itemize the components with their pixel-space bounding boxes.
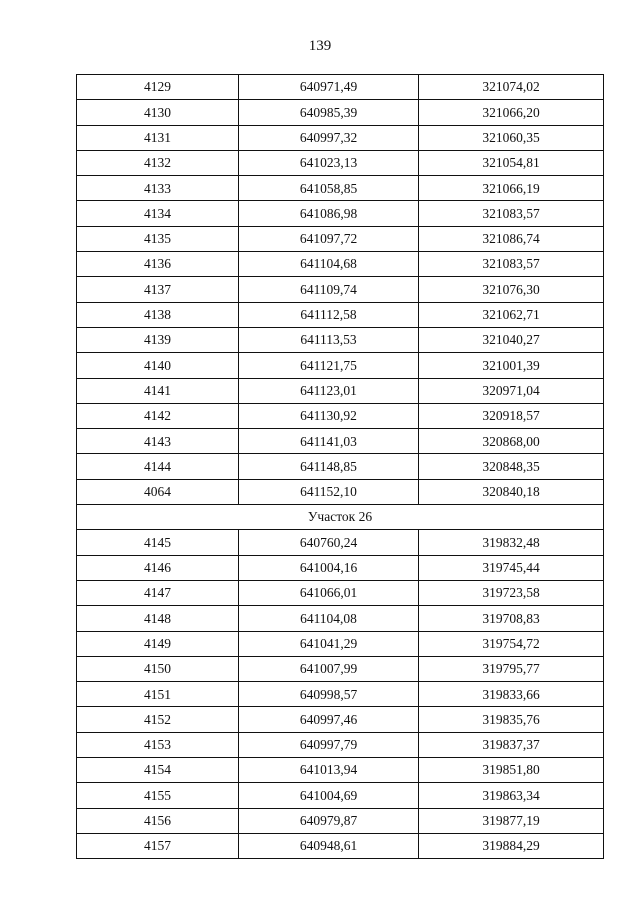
y-coordinate-cell: 321001,39 [419, 353, 604, 378]
table-row [77, 783, 604, 808]
x-coordinate-cell: 640971,49 [239, 75, 419, 100]
table-row [77, 454, 604, 479]
table-section-header [77, 505, 604, 530]
point-number-cell: 4148 [77, 606, 239, 631]
point-number-cell: 4154 [77, 758, 239, 783]
x-coordinate-cell: 641086,98 [239, 201, 419, 226]
table-row [77, 403, 604, 428]
x-coordinate-cell: 641013,94 [239, 758, 419, 783]
x-coordinate-cell: 641152,10 [239, 479, 419, 504]
table-row [77, 100, 604, 125]
x-coordinate-cell: 640997,46 [239, 707, 419, 732]
y-coordinate-cell: 319835,76 [419, 707, 604, 732]
table-row [77, 479, 604, 504]
point-number-cell: 4064 [77, 479, 239, 504]
table-row [77, 833, 604, 858]
table-row [77, 732, 604, 757]
x-coordinate-cell: 641007,99 [239, 656, 419, 681]
y-coordinate-cell: 319723,58 [419, 580, 604, 605]
point-number-cell: 4155 [77, 783, 239, 808]
y-coordinate-cell: 321083,57 [419, 201, 604, 226]
x-coordinate-cell: 641023,13 [239, 150, 419, 175]
x-coordinate-cell: 640948,61 [239, 833, 419, 858]
x-coordinate-cell: 641097,72 [239, 226, 419, 251]
table-row [77, 176, 604, 201]
y-coordinate-cell: 319832,48 [419, 530, 604, 555]
table-row [77, 707, 604, 732]
point-number-cell: 4132 [77, 150, 239, 175]
point-number-cell: 4136 [77, 252, 239, 277]
table-body-part2 [77, 530, 604, 859]
point-number-cell: 4129 [77, 75, 239, 100]
y-coordinate-cell: 319851,80 [419, 758, 604, 783]
table-row [77, 150, 604, 175]
point-number-cell: 4157 [77, 833, 239, 858]
point-number-cell: 4138 [77, 302, 239, 327]
y-coordinate-cell: 320848,35 [419, 454, 604, 479]
y-coordinate-cell: 321076,30 [419, 277, 604, 302]
table-row [77, 252, 604, 277]
x-coordinate-cell: 640997,32 [239, 125, 419, 150]
point-number-cell: 4151 [77, 682, 239, 707]
y-coordinate-cell: 321040,27 [419, 327, 604, 352]
table-row [77, 277, 604, 302]
section-title: Участок 26 [77, 505, 604, 530]
x-coordinate-cell: 640979,87 [239, 808, 419, 833]
y-coordinate-cell: 319754,72 [419, 631, 604, 656]
table-row [77, 302, 604, 327]
table-row [77, 682, 604, 707]
x-coordinate-cell: 641141,03 [239, 429, 419, 454]
table-row [77, 378, 604, 403]
y-coordinate-cell: 321062,71 [419, 302, 604, 327]
x-coordinate-cell: 641066,01 [239, 580, 419, 605]
y-coordinate-cell: 320840,18 [419, 479, 604, 504]
x-coordinate-cell: 641058,85 [239, 176, 419, 201]
table-row [77, 201, 604, 226]
point-number-cell: 4134 [77, 201, 239, 226]
point-number-cell: 4131 [77, 125, 239, 150]
point-number-cell: 4141 [77, 378, 239, 403]
table-row [77, 808, 604, 833]
point-number-cell: 4153 [77, 732, 239, 757]
y-coordinate-cell: 320868,00 [419, 429, 604, 454]
y-coordinate-cell: 321066,20 [419, 100, 604, 125]
y-coordinate-cell: 321060,35 [419, 125, 604, 150]
table-row [77, 530, 604, 555]
page-number: 139 [308, 38, 332, 54]
table-body-part1 [77, 75, 604, 505]
y-coordinate-cell: 321066,19 [419, 176, 604, 201]
table-row [77, 555, 604, 580]
x-coordinate-cell: 641121,75 [239, 353, 419, 378]
table-row [77, 226, 604, 251]
section-row [77, 505, 604, 530]
point-number-cell: 4142 [77, 403, 239, 428]
point-number-cell: 4145 [77, 530, 239, 555]
point-number-cell: 4140 [77, 353, 239, 378]
x-coordinate-cell: 640985,39 [239, 100, 419, 125]
point-number-cell: 4137 [77, 277, 239, 302]
x-coordinate-cell: 641130,92 [239, 403, 419, 428]
y-coordinate-cell: 320971,04 [419, 378, 604, 403]
table-row [77, 125, 604, 150]
x-coordinate-cell: 641148,85 [239, 454, 419, 479]
point-number-cell: 4152 [77, 707, 239, 732]
point-number-cell: 4149 [77, 631, 239, 656]
point-number-cell: 4156 [77, 808, 239, 833]
x-coordinate-cell: 641113,53 [239, 327, 419, 352]
x-coordinate-cell: 640997,79 [239, 732, 419, 757]
table-row [77, 327, 604, 352]
x-coordinate-cell: 640760,24 [239, 530, 419, 555]
y-coordinate-cell: 319708,83 [419, 606, 604, 631]
point-number-cell: 4144 [77, 454, 239, 479]
table-row [77, 353, 604, 378]
point-number-cell: 4133 [77, 176, 239, 201]
y-coordinate-cell: 319795,77 [419, 656, 604, 681]
table-row [77, 631, 604, 656]
y-coordinate-cell: 319884,29 [419, 833, 604, 858]
point-number-cell: 4130 [77, 100, 239, 125]
table-row [77, 580, 604, 605]
point-number-cell: 4147 [77, 580, 239, 605]
x-coordinate-cell: 641123,01 [239, 378, 419, 403]
coordinates-table [76, 74, 604, 859]
table-row [77, 75, 604, 100]
table-row [77, 758, 604, 783]
x-coordinate-cell: 641104,68 [239, 252, 419, 277]
y-coordinate-cell: 320918,57 [419, 403, 604, 428]
point-number-cell: 4146 [77, 555, 239, 580]
table-row [77, 656, 604, 681]
point-number-cell: 4143 [77, 429, 239, 454]
y-coordinate-cell: 319837,37 [419, 732, 604, 757]
y-coordinate-cell: 319833,66 [419, 682, 604, 707]
y-coordinate-cell: 321054,81 [419, 150, 604, 175]
x-coordinate-cell: 641004,69 [239, 783, 419, 808]
point-number-cell: 4139 [77, 327, 239, 352]
x-coordinate-cell: 641109,74 [239, 277, 419, 302]
y-coordinate-cell: 321083,57 [419, 252, 604, 277]
table-row [77, 429, 604, 454]
x-coordinate-cell: 641041,29 [239, 631, 419, 656]
y-coordinate-cell: 319877,19 [419, 808, 604, 833]
x-coordinate-cell: 640998,57 [239, 682, 419, 707]
y-coordinate-cell: 321074,02 [419, 75, 604, 100]
point-number-cell: 4135 [77, 226, 239, 251]
table-row [77, 606, 604, 631]
x-coordinate-cell: 641104,08 [239, 606, 419, 631]
y-coordinate-cell: 319745,44 [419, 555, 604, 580]
x-coordinate-cell: 641112,58 [239, 302, 419, 327]
y-coordinate-cell: 319863,34 [419, 783, 604, 808]
y-coordinate-cell: 321086,74 [419, 226, 604, 251]
x-coordinate-cell: 641004,16 [239, 555, 419, 580]
point-number-cell: 4150 [77, 656, 239, 681]
